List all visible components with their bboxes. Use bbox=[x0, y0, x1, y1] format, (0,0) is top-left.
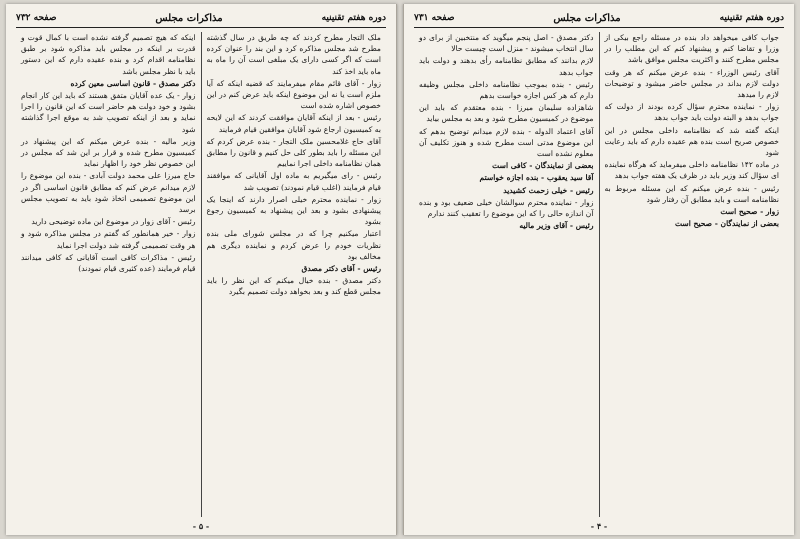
paragraph: شاهزاده سلیمان میرزا - بنده معتقدم که باید این موضوع در کمیسیون مطرح شود و بعد به مجلس بیاید bbox=[419, 103, 594, 124]
paragraph: اینکه که هیچ تصمیم گرفته نشده است با کمال قوت و قدرت بر اینکه در مجلس باید مذاکره شود بر طبق نظامنامه اقدام کرد و بنده عقیده دارم که این دستور باید با نظر مجلس باشد bbox=[21, 33, 196, 76]
right-columns bbox=[414, 32, 784, 517]
right-page-label: صفحه ۷۳۱ bbox=[414, 13, 455, 23]
paragraph: بعضی از نمایندگان - کافی است bbox=[492, 161, 594, 171]
paragraph: اعتبار میکنیم چرا که در مجلس شورای ملی بنده نظریات خودم را عرض کردم و نماینده دیگری هم مخالف بود bbox=[206, 229, 381, 261]
column-divider bbox=[599, 32, 600, 517]
paragraph: زوار - نماینده محترم سوالشان خیلی ضعیف بود و بنده آن اندازه حالی را که این موضوع را تعقیب کنند ندارم bbox=[419, 197, 594, 219]
right-session-label: دوره هفتم تقنینیه bbox=[719, 13, 784, 23]
left-column-right bbox=[202, 32, 387, 517]
right-page-header bbox=[414, 10, 784, 26]
paragraph: رئیس - بنده بموجب نظامنامه داخلی مجلس وظیفه دارم که هر کس اجازه خواست بدهم bbox=[419, 79, 594, 101]
paragraph: آقای حاج غلامحسین ملک التجار - بنده عرض کردم که این مسئله را باید بطور کلی حل کنیم و قانون را مطابق همان نظامنامه داخلی اجرا نماییم bbox=[206, 136, 381, 169]
paragraph: رئیس - خیلی زحمت کشیدید bbox=[503, 185, 594, 195]
paragraph: بعضی از نمایندگان - صحیح است bbox=[674, 219, 779, 229]
paragraph: رئیس - آقای وزیر مالیه bbox=[519, 221, 594, 231]
right-page-number: - ۴ - bbox=[590, 521, 608, 531]
right-column-left bbox=[414, 32, 599, 517]
paragraph: آقای اعتماد الدوله - بنده لازم میدانم توضیح بدهم که این موضوع مدتی است مطرح شده و هنوز تکلیف آن معلوم نشده است bbox=[419, 126, 594, 159]
paragraph: زوار - صحیح است bbox=[720, 207, 779, 217]
left-session-label: دوره هفتم تقنینیه bbox=[321, 13, 386, 23]
right-column-right bbox=[600, 32, 785, 517]
paragraph: وزیر مالیه - بنده عرض میکنم که این پیشنهاد در کمیسیون مطرح شده و قرار بر این شد که مجلس در این خصوص نظر خود را اظهار نماید bbox=[21, 136, 196, 169]
paragraph: زوار - نماینده محترم خیلی اصرار دارند که اینجا یک پیشنهادی بشود و بعد این پیشنهاد به کمیسیون رجوع بشود bbox=[206, 194, 381, 227]
paragraph: دکتر مصدق - بنده خیال میکنم که این نظر را باید مجلس قطع کند و بعد بخواهد دولت تصمیم بگیرد bbox=[206, 276, 381, 297]
paragraph: زوار - آقای قائم مقام میفرمایند که قضیه اینکه که آیا ملزم است یا نه این موضوع اینکه باید عرض کنم در این خصوص اشاره شده است bbox=[206, 78, 381, 111]
paragraph: زوار - خیر همانطور که گفتم در مجلس مذاکره شود و هر وقت تصمیمی گرفته شد دولت اجرا نماید bbox=[21, 229, 196, 250]
left-header-rule bbox=[16, 27, 386, 28]
left-page bbox=[6, 4, 397, 535]
paragraph: حاج میرزا علی محمد دولت آبادی - بنده این موضوع را لازم میدانم عرض کنم که مطابق قانون اساسی اگر در این موضوع تصمیمی اتخاذ شود باید به تصویب مجلس برسد bbox=[21, 171, 196, 215]
paragraph: رئیس - آقای زوار در موضوع این ماده توضیحی دارید bbox=[31, 217, 196, 227]
paragraph: دکتر مصدق - اصل پنجم میگوید که منتخبین از برای دو سال انتخاب میشوند - منزل است چیست حالا bbox=[419, 33, 594, 54]
paragraph: لازم بدانند که مطابق نظامنامه رأی بدهند و دولت باید جواب بدهد bbox=[419, 56, 594, 77]
paragraph: دکتر مصدق - قانون اساسی معین کرده bbox=[70, 78, 196, 88]
left-columns bbox=[16, 32, 386, 517]
paragraph: رئیس - بعد از اینکه آقایان موافقت کردند که این لایحه به کمیسیون ارجاع شود آقایان موافقین قیام فرمایند bbox=[206, 113, 381, 134]
left-page-header bbox=[16, 10, 386, 26]
right-page bbox=[403, 4, 794, 535]
paragraph: اینکه گفته شد که نظامنامه داخلی مجلس در این خصوص صریح است بنده هم عقیده دارم که باید رعایت شود bbox=[604, 125, 779, 158]
left-page-label: صفحه ۷۳۲ bbox=[16, 13, 57, 23]
paragraph: رئیس - آقای دکتر مصدق bbox=[301, 264, 381, 274]
paragraph: آقای رئیس الوزراء - بنده عرض میکنم که هر وقت دولت لازم بداند در مجلس حاضر میشود و توضیحات لازم را میدهد bbox=[604, 67, 779, 100]
right-header-rule bbox=[414, 27, 784, 28]
left-column-left bbox=[16, 32, 201, 517]
paragraph: رئیس - رای میگیریم به ماده اول آقایانی که موافقند قیام فرمایند (اغلب قیام نمودند) تصویب شد bbox=[206, 171, 381, 192]
paragraph: آقا سید یعقوب - بنده اجازه خواستم bbox=[479, 173, 594, 183]
left-page-number: - ۵ - bbox=[192, 521, 210, 531]
book-spread bbox=[6, 4, 794, 535]
paragraph: در ماده ۱۴۲ نظامنامه داخلی میفرماید که هرگاه نماینده ای سؤال کند وزیر باید در ظرف یک هفته جواب بدهد bbox=[604, 160, 780, 181]
left-page-title: مذاکرات مجلس bbox=[155, 12, 223, 24]
paragraph: زوار - نماینده محترم سؤال کرده بودند از دولت که جواب بدهد و البته دولت باید جواب بدهد bbox=[604, 102, 779, 123]
paragraph: رئیس - مذاکرات کافی است آقایانی که کافی میدانند قیام فرمایند (عده کثیری قیام نمودند) bbox=[21, 252, 196, 274]
right-page-title: مذاکرات مجلس bbox=[553, 12, 621, 24]
paragraph: زوار - یک عده آقایان متفق هستند که باید این کار انجام بشود و خود دولت هم حاضر است که این قانون را اجرا نماید و بعد از اینکه تصویب شد به موقع اجرا گذاشته شود bbox=[21, 91, 196, 134]
paragraph: ملک التجار مطرح کردند که چه طریق در سال گذشته مطرح شد مجلس مذاکره کرد و این بند را عنوان کرده است که اگر کسی دارای یک مبلغی است آن را ماه به ماه باید اخذ کند bbox=[206, 33, 381, 76]
paragraph: رئیس - بنده عرض میکنم که این مسئله مربوط به نظامنامه است و باید مطابق آن رفتار شود bbox=[604, 183, 779, 204]
column-divider bbox=[201, 32, 202, 517]
paragraph: جواب کافی میخواهد داد بنده در مسئله راجع بیکی از وزرا و تقاضا کنم و پیشنهاد کنم که این مطلب را در مجلس مطرح کنند و اکثریت مجلس موافق باشد bbox=[604, 33, 779, 65]
